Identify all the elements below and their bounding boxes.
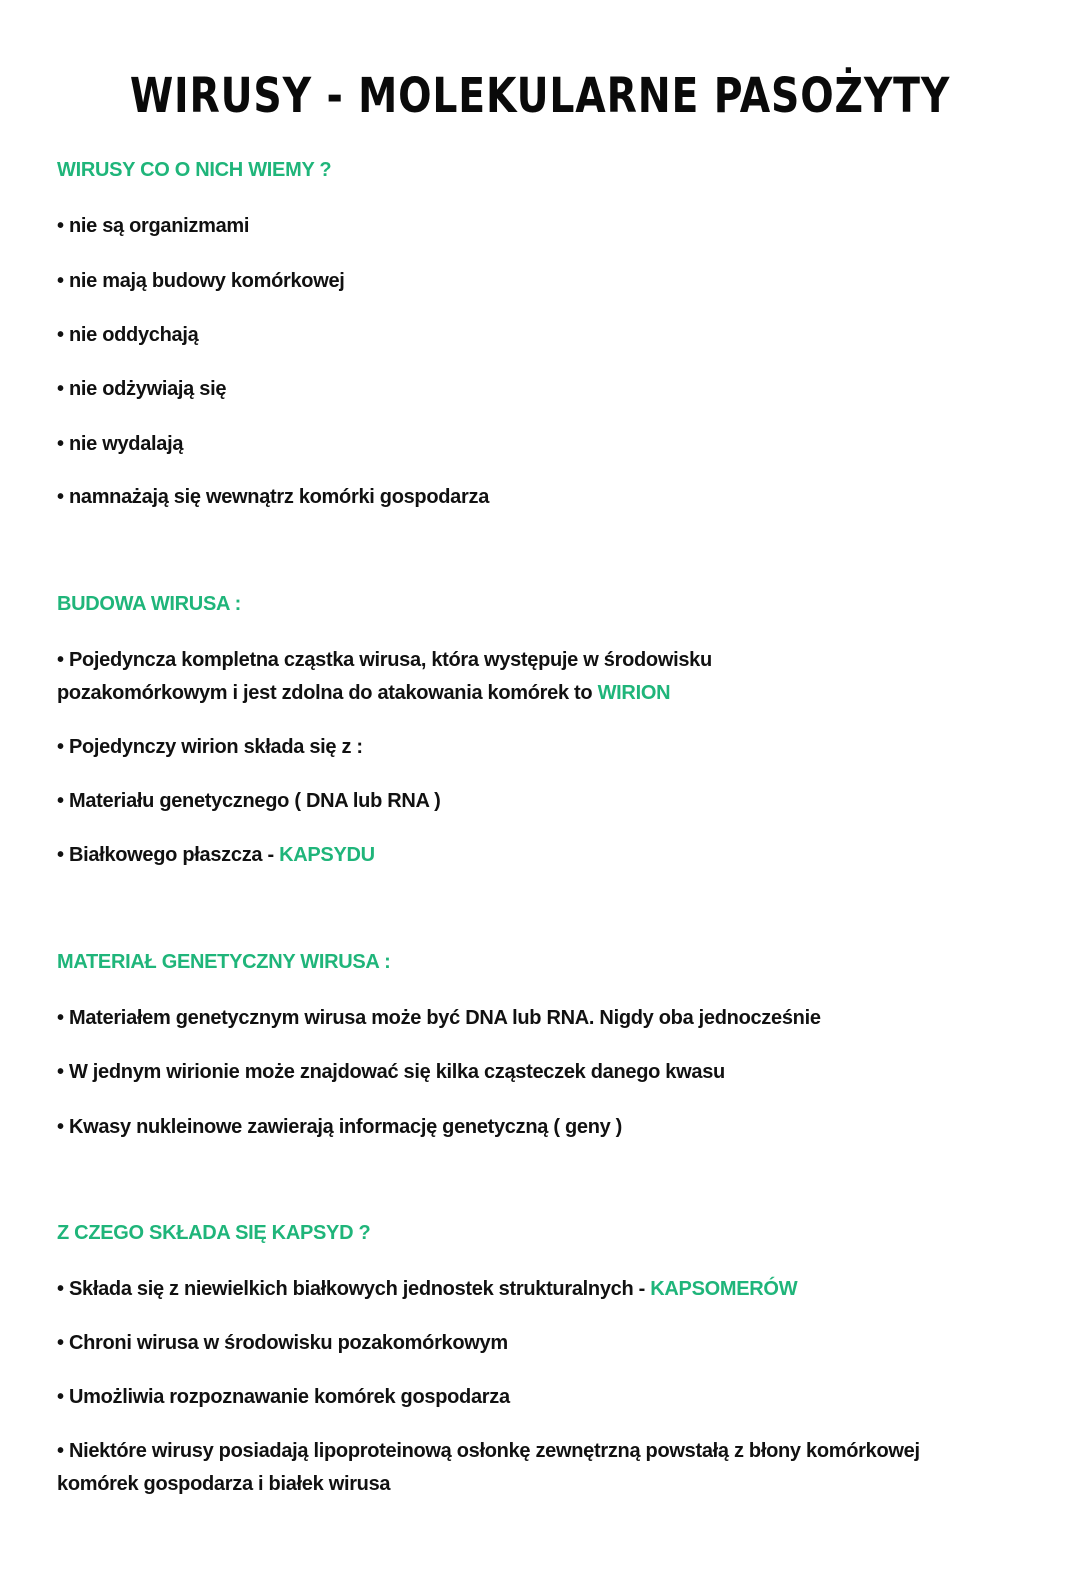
list-item: • nie oddychają xyxy=(57,324,199,346)
list-item: • Kwasy nukleinowe zawierają informację genetyczną ( geny ) xyxy=(57,1116,623,1138)
section-heading: MATERIAŁ GENETYCZNY WIRUSA : xyxy=(57,951,391,973)
page-title: WIRUSY - MOLEKULARNE PASOŻYTY xyxy=(129,68,951,124)
list-item: • Materiałem genetycznym wirusa może być DNA lub RNA. Nigdy oba jednocześnie xyxy=(57,1007,821,1029)
list-item xyxy=(57,644,877,710)
list-item: • Materiału genetycznego ( DNA lub RNA ) xyxy=(57,790,441,812)
list-item: • nie wydalają xyxy=(57,433,184,455)
section-heading: WIRUSY CO O NICH WIEMY ? xyxy=(57,159,332,181)
list-item: • nie odżywiają się xyxy=(57,378,227,400)
item-text: • Białkowego płaszcza - xyxy=(57,844,280,866)
section-heading: Z CZEGO SKŁADA SIĘ KAPSYD ? xyxy=(57,1222,371,1244)
list-item: • namnażają się wewnątrz komórki gospodarza xyxy=(57,486,490,508)
highlight-term: KAPSOMERÓW xyxy=(650,1278,798,1300)
highlight-term: KAPSYDU xyxy=(279,844,375,866)
list-item xyxy=(57,839,1017,872)
list-item: • Niektóre wirusy posiadają lipoproteinową osłonkę zewnętrzną powstałą z błony komórkowej komórek gospodarza i białek wirusa xyxy=(57,1440,920,1495)
list-item: • W jednym wirionie może znajdować się kilka cząsteczek danego kwasu xyxy=(57,1061,725,1083)
list-item: • Chroni wirusa w środowisku pozakomórkowym xyxy=(57,1332,508,1354)
list-item: • Umożliwia rozpoznawanie komórek gospodarza xyxy=(57,1386,510,1408)
list-item: • nie są organizmami xyxy=(57,215,250,237)
item-text: • Pojedyncza kompletna cząstka wirusa, która występuje w środowisku pozakomórkowym i jest zdolna do atakowania komórek to xyxy=(57,649,712,704)
item-text: • Składa się z niewielkich białkowych jednostek strukturalnych - xyxy=(57,1278,651,1300)
list-item: • nie mają budowy komórkowej xyxy=(57,270,345,292)
section-heading: BUDOWA WIRUSA : xyxy=(57,593,241,615)
list-item xyxy=(57,1273,1017,1306)
highlight-term: WIRION xyxy=(597,682,671,704)
list-item: • Pojedynczy wirion składa się z : xyxy=(57,736,363,758)
